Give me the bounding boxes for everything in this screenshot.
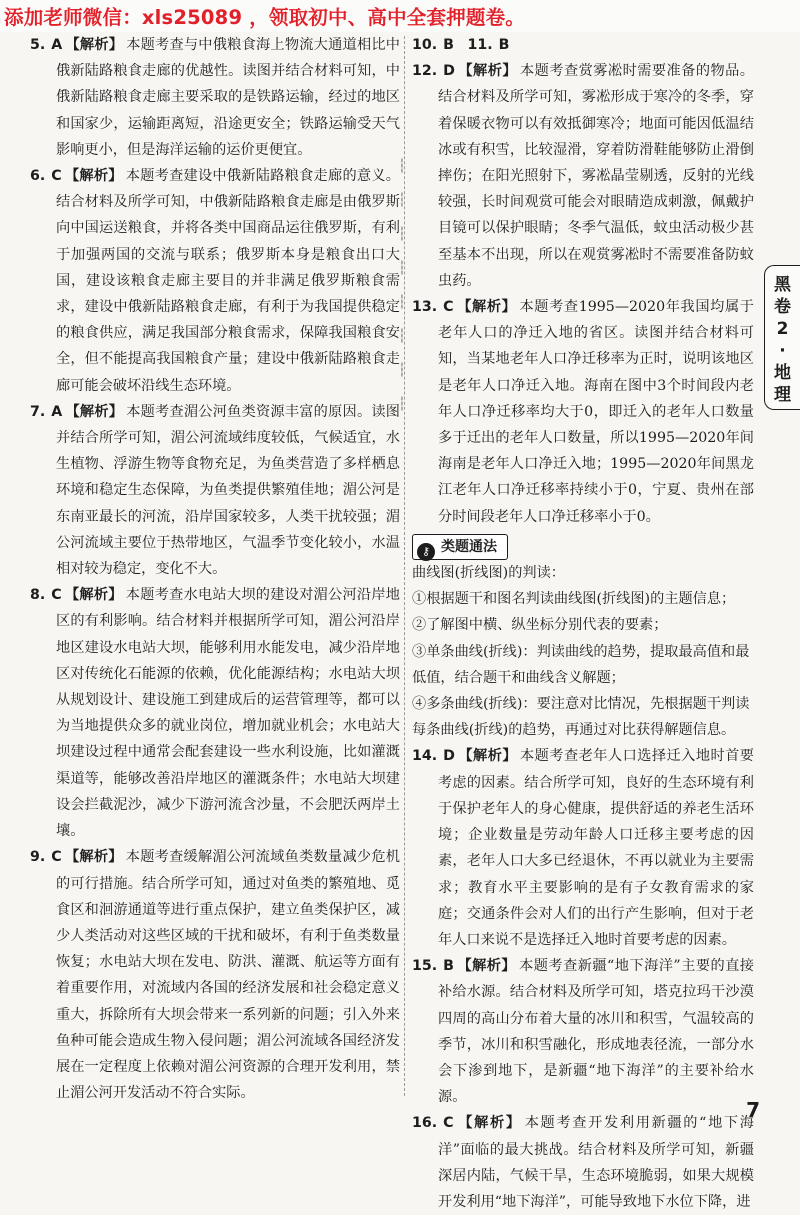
method-badge-label: 类题通法 [441, 538, 497, 555]
method-badge [412, 534, 508, 560]
answer-entry-15: 15. B 【解析】 本题考查新疆“地下海洋”主要的直接补给水源。结合材料及所学可知，塔克拉玛干沙漠四周的高山分布着大量的冰川和积雪，气温较高的季节，冰川和积雪融化，形成地表径流，一部分水会下渗到地下，是新疆“地下海洋”的主要补给水源。 [412, 958, 754, 1106]
right-column [412, 32, 754, 1215]
method-item: ③单条曲线(折线)：判读曲线的趋势，提取最高值和最低值，结合题干和曲线含义解题； [412, 643, 750, 686]
answer-entry-7: 7. A 【解析】 本题考查湄公河鱼类资源丰富的原因。读图并结合所学可知，湄公河流域纬度较低，气候适宜，水生植物、浮游生物等食物充足，为鱼类营造了多样栖息环境和稳定生态保障，为鱼类提供繁殖佳地；湄公河是东南亚最长的河流，沿岸国家较多，人类干扰较强；湄公河流域主要位于热带地区，气温季节变化较小，水温相对较为稳定，变化不大。 [30, 403, 400, 578]
answer-entry-5: 5. A 【解析】 本题考查与中俄粮食海上物流大通道相比中俄新陆路粮食走廊的优越性。读图并结合材料可知，中俄新陆路粮食走廊主要采取的是铁路运输，经过的地区和国家少，运输距离短，沿途更安全；铁路运输受天气影响更小，但是海洋运输的运价更便宜。 [30, 37, 400, 158]
answer-entry-8: 8. C 【解析】 本题考查水电站大坝的建设对湄公河沿岸地区的有利影响。结合材料并根据所学可知，湄公河沿岸地区建设水电站大坝，能够利用水能发电，减少沿岸地区对传统化石能源的依赖，优化能源结构；水电站大坝从规划设计、建设施工到建成后的运营管理等，都可以为当地提供众多的就业岗位，增加就业机会；水电站大坝建设过程中通常会配套建设一些水利设施，比如灌溉渠道等，能够改善沿岸地区的灌溉条件；水电站大坝建设会拦截泥沙，减少下游河流含沙量，不会肥沃两岸土壤。 [30, 587, 400, 840]
method-title: 曲线图(折线图)的判读： [412, 565, 565, 582]
answer-entry-6: 6. C 【解析】 本题考查建设中俄新陆路粮食走廊的意义。结合材料及所学可知，中俄新陆路粮食走廊是由俄罗斯向中国运送粮食，并将各类中国商品运往俄罗斯，有利于加强两国的交流与联系；俄罗斯本身是粮食出口大国，建设该粮食走廊主要目的并非满足俄罗斯粮食需求，建设中俄新陆路粮食走廊，有利于为我国提供稳定的粮食供应，满足我国部分粮食需求，保障我国粮食安全，但不能提高我国粮食产量；建设中俄新陆路粮食走廊可能会破坏沿线生态环境。 [30, 168, 400, 394]
promo-banner-text: 添加老师微信：xls25089 ，领取初中、高中全套押题卷。 [4, 6, 525, 29]
explanation-text: 本题考查水电站大坝的建设对湄公河沿岸地区的有利影响。结合材料并根据所学可知，湄公河沿岸地区建设水电站大坝，能够利用水能发电，减少沿岸地区对传统化石能源的依赖，优化能源结构；水电站大坝从规划设计、建设施工到建成后的运营管理等，都可以为当地提供众多的就业岗位，增加就业机会；水电站大坝建设过程中通常会配套建设一些水利设施，比如灌溉渠道等，能够改善沿岸地区的灌溉条件；水电站大坝建设会拦截泥沙，减少下游河流含沙量，不会肥沃两岸土壤。 [56, 587, 400, 840]
explanation-text: 本题考查1995—2020年我国均属于老年人口的净迁入地的省区。读图并结合材料可知，当某地老年人口净迁移率为正时，说明该地区是老年人口净迁入地。海南在图中3个时间段内老年人口净迁移率均大于0，即迁入的老年人口数量多于迁出的老年人口数量，所以1995—2020年间海南是老年人口净迁入地；1995—2020年间黑龙江老年人口净迁移率持续小于0，宁夏、贵州在部分时间段老年人口净迁移率小于0。 [438, 299, 754, 525]
method-item: ①根据题干和图名判读曲线图(折线图)的主题信息； [412, 591, 736, 608]
explanation-text: 本题考查与中俄粮食海上物流大通道相比中俄新陆路粮食走廊的优越性。读图并结合材料可知，中俄新陆路粮食走廊主要采取的是铁路运输，经过的地区和国家少，运输距离短，沿途更安全；铁路运输受天气影响更小，但是海洋运输的运价更便宜。 [56, 37, 400, 158]
answer-entry-13: 13. C 【解析】 本题考查1995—2020年我国均属于老年人口的净迁入地的省区。读图并结合材料可知，当某地老年人口净迁移率为正时，说明该地区是老年人口净迁入地。海南在图中3个时间段内老年人口净迁移率均大于0，即迁入的老年人口数量多于迁出的老年人口数量，所以1995—2020年间海南是老年人口净迁入地；1995—2020年间黑龙江老年人口净迁移率持续小于0，宁夏、贵州在部分时间段老年人口净迁移率小于0。 [412, 299, 754, 525]
binding-margin-marks: ┆ ┆ ┆ ┆ ┆ ┆ ┆ ┆ [398, 159, 406, 412]
answer-entry-9: 9. C 【解析】 本题考查缓解湄公河流域鱼类数量减少危机的可行措施。结合所学可知，通过对鱼类的繁殖地、觅食区和洄游通道等进行重点保护，建立鱼类保护区，减少人类活动对这些区域的干扰和破坏，有利于鱼类数量恢复；水电站大坝在发电、防洪、灌溉、航运等方面有着重要作用，对流域内各国的经济发展和社会稳定意义重大，拆除所有大坝会带来一系列新的问题；引入外来鱼种可能会造成生物入侵问题；湄公河流域各国经济发展在一定程度上依赖对湄公河资源的合理开发利用，禁止湄公河开发活动不符合实际。 [30, 849, 400, 1102]
explanation-text: 本题考查开发利用新疆的“地下海洋”面临的最大挑战。结合材料及所学可知，新疆深居内陆，气候干旱，生态环境脆弱，如果大规模开发利用“地下海洋”，可能导致地下水位下降，进 [438, 1115, 754, 1210]
answer-entry-12: 12. D 【解析】 本题考查赏雾凇时需要准备的物品。结合材料及所学可知，雾凇形成于寒冷的冬季，穿着保暖衣物可以有效抵御寒冷；地面可能因低温结冰或有积雪，比较湿滑，穿着防滑鞋能够防止滑倒摔伤；在阳光照射下，雾凇晶莹剔透，反射的光线较强，长时间观赏可能会对眼睛造成刺激，佩戴护目镜可以保护眼睛；冬季气温低，蚊虫活动极少甚至基本不出现，所以在观赏雾凇时不需要准备防蚊虫药。 [412, 63, 754, 289]
method-item: ④多条曲线(折线)：要注意对比情况，先根据题干判读每条曲线(折线)的趋势，再通过对比获得解题信息。 [412, 696, 750, 739]
explanation-text: 本题考查赏雾凇时需要准备的物品。结合材料及所学可知，雾凇形成于寒冷的冬季，穿着保暖衣物可以有效抵御寒冷；地面可能因低温结冰或有积雪，比较湿滑，穿着防滑鞋能够防止滑倒摔伤；在阳光照射下，雾凇晶莹剔透，反射的光线较强，长时间观赏可能会对眼睛造成刺激，佩戴护目镜可以保护眼睛；冬季气温低，蚊虫活动极少甚至基本不出现，所以在观赏雾凇时不需要准备防蚊虫药。 [438, 63, 754, 289]
answer-entry-16: 16. C 【解析】 本题考查开发利用新疆的“地下海洋”面临的最大挑战。结合材料及所学可知，新疆深居内陆，气候干旱，生态环境脆弱，如果大规模开发利用“地下海洋”，可能导致地下水位下降，进 [412, 1115, 754, 1210]
left-column [30, 32, 400, 1106]
explanation-text: 本题考查建设中俄新陆路粮食走廊的意义。结合材料及所学可知，中俄新陆路粮食走廊是由俄罗斯向中国运送粮食，并将各类中国商品运往俄罗斯，有利于加强两国的交流与联系；俄罗斯本身是粮食出口大国，建设该粮食走廊主要目的并非满足俄罗斯粮食需求，建设中俄新陆路粮食走廊，有利于为我国提供稳定的粮食供应，满足我国部分粮食需求，保障我国粮食安全，但不能提高我国粮食产量；建设中俄新陆路粮食走廊可能会破坏沿线生态环境。 [56, 168, 400, 394]
promo-banner [0, 0, 800, 32]
key-icon: ⚷ [417, 543, 435, 561]
explanation-text: 本题考查缓解湄公河流域鱼类数量减少危机的可行措施。结合所学可知，通过对鱼类的繁殖地、觅食区和洄游通道等进行重点保护，建立鱼类保护区，减少人类活动对这些区域的干扰和破坏，有利于鱼类数量恢复；水电站大坝在发电、防洪、灌溉、航运等方面有着重要作用，对流域内各国的经济发展和社会稳定意义重大，拆除所有大坝会带来一系列新的问题；引入外来鱼种可能会造成生物入侵问题；湄公河流域各国经济发展在一定程度上依赖对湄公河资源的合理开发利用，禁止湄公河开发活动不符合实际。 [56, 849, 400, 1102]
explanation-text: 本题考查湄公河鱼类资源丰富的原因。读图并结合所学可知，湄公河流域纬度较低，气候适宜，水生植物、浮游生物等食物充足，为鱼类营造了多样栖息环境和稳定生态保障，为鱼类提供繁殖佳地；湄公河是东南亚最长的河流，沿岸国家较多，人类干扰较强；湄公河流域主要位于热带地区，气温季节变化较小，水温相对较为稳定，变化不大。 [56, 403, 400, 578]
explanation-text: 本题考查新疆“地下海洋”主要的直接补给水源。结合材料及所学可知，塔克拉玛干沙漠四周的高山分布着大量的冰川和积雪，气温较高的季节，冰川和积雪融化，形成地表径流，一部分水会下渗到地下，是新疆“地下海洋”的主要补给水源。 [438, 958, 754, 1106]
method-item: ②了解图中横、纵坐标分别代表的要素； [412, 617, 668, 634]
page-number: 7 [746, 1098, 760, 1122]
section-side-tab: 黑 卷 2 · 地 理 [764, 265, 800, 410]
answer-entry-14: 14. D 【解析】 本题考查老年人口选择迁入地时首要考虑的因素。结合所学可知，良好的生态环境有利于保护老年人的身心健康，提供舒适的养老生活环境；企业数量是劳动年龄人口迁移主要考虑的因素，老年人口大多已经退休，不再以就业为主要需求；教育水平主要影响的是有子女教育需求的家庭；交通条件会对人们的出行产生影响，但对于老年人口来说不是选择迁入地时首要考虑的因素。 [412, 748, 754, 948]
explanation-text: 本题考查老年人口选择迁入地时首要考虑的因素。结合所学可知，良好的生态环境有利于保护老年人的身心健康，提供舒适的养老生活环境；企业数量是劳动年龄人口迁移主要考虑的因素，老年人口大多已经退休，不再以就业为主要需求；教育水平主要影响的是有子女教育需求的家庭；交通条件会对人们的出行产生影响，但对于老年人口来说不是选择迁入地时首要考虑的因素。 [438, 748, 754, 948]
answer-entry-10-11: 10. B 11. B [412, 37, 510, 53]
